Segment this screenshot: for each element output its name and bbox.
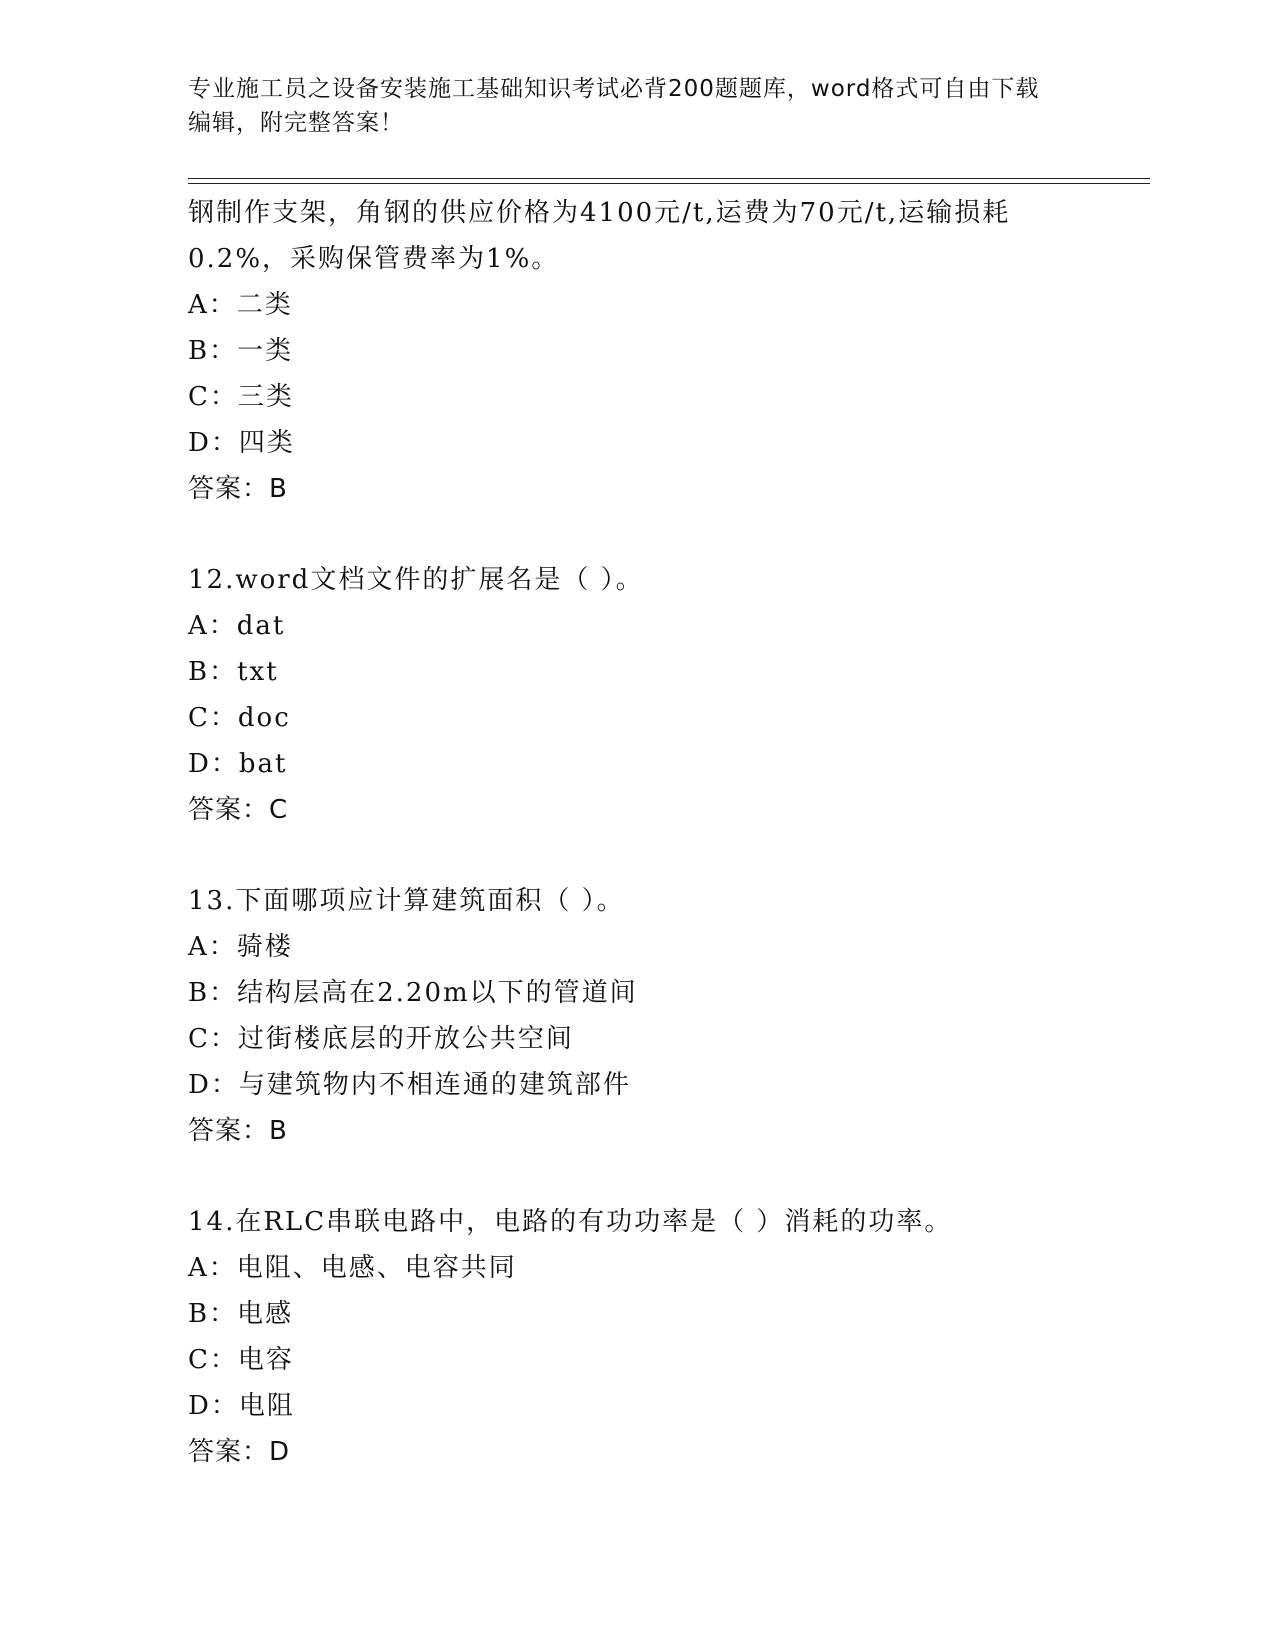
question-stem-line: 0.2%，采购保管费率为1%。	[188, 244, 560, 274]
option-a: A：dat	[188, 611, 286, 641]
spacer	[188, 833, 1088, 878]
answer-line: 答案：D	[188, 1437, 291, 1467]
header-title-line-2: 编辑，附完整答案！	[188, 110, 404, 136]
option-c: C：电容	[188, 1345, 294, 1375]
option-a: A：二类	[188, 290, 293, 320]
answer-line: 答案：B	[188, 1116, 288, 1146]
spacer	[188, 1154, 1088, 1199]
question-stem: 12.word文档文件的扩展名是（ ）。	[188, 565, 644, 595]
option-a: A：电阻、电感、电容共同	[188, 1253, 517, 1283]
answer-line: 答案：B	[188, 474, 288, 504]
question-stem: 13.下面哪项应计算建筑面积（ ）。	[188, 886, 625, 916]
question-stem-line: 钢制作支架，角钢的供应价格为4100元/t,运费为70元/t,运输损耗	[188, 198, 1011, 228]
document-header	[188, 72, 1088, 140]
option-c: C：过街楼底层的开放公共空间	[188, 1024, 574, 1054]
option-b: B：电感	[188, 1299, 294, 1329]
header-title-line-1: 专业施工员之设备安装施工基础知识考试必背200题题库，word格式可自由下载	[188, 76, 1040, 102]
option-b: B：结构层高在2.20m以下的管道间	[188, 978, 638, 1008]
option-d: D：bat	[188, 749, 288, 779]
option-d: D：与建筑物内不相连通的建筑部件	[188, 1070, 631, 1100]
question-continued	[188, 190, 1088, 512]
header-divider-top	[188, 178, 1150, 179]
option-c: C：doc	[188, 703, 291, 733]
option-c: C：三类	[188, 382, 294, 412]
question-13	[188, 878, 1088, 1154]
question-14	[188, 1199, 1088, 1475]
question-12	[188, 557, 1088, 833]
answer-line: 答案：C	[188, 795, 289, 825]
question-content	[188, 190, 1088, 1475]
option-a: A：骑楼	[188, 932, 293, 962]
option-d: D：四类	[188, 428, 295, 458]
option-b: B：txt	[188, 657, 279, 687]
header-divider-bottom	[188, 183, 1150, 184]
option-b: B：一类	[188, 336, 294, 366]
spacer	[188, 512, 1088, 557]
question-stem: 14.在RLC串联电路中，电路的有功功率是（ ）消耗的功率。	[188, 1207, 953, 1237]
option-d: D：电阻	[188, 1391, 295, 1421]
